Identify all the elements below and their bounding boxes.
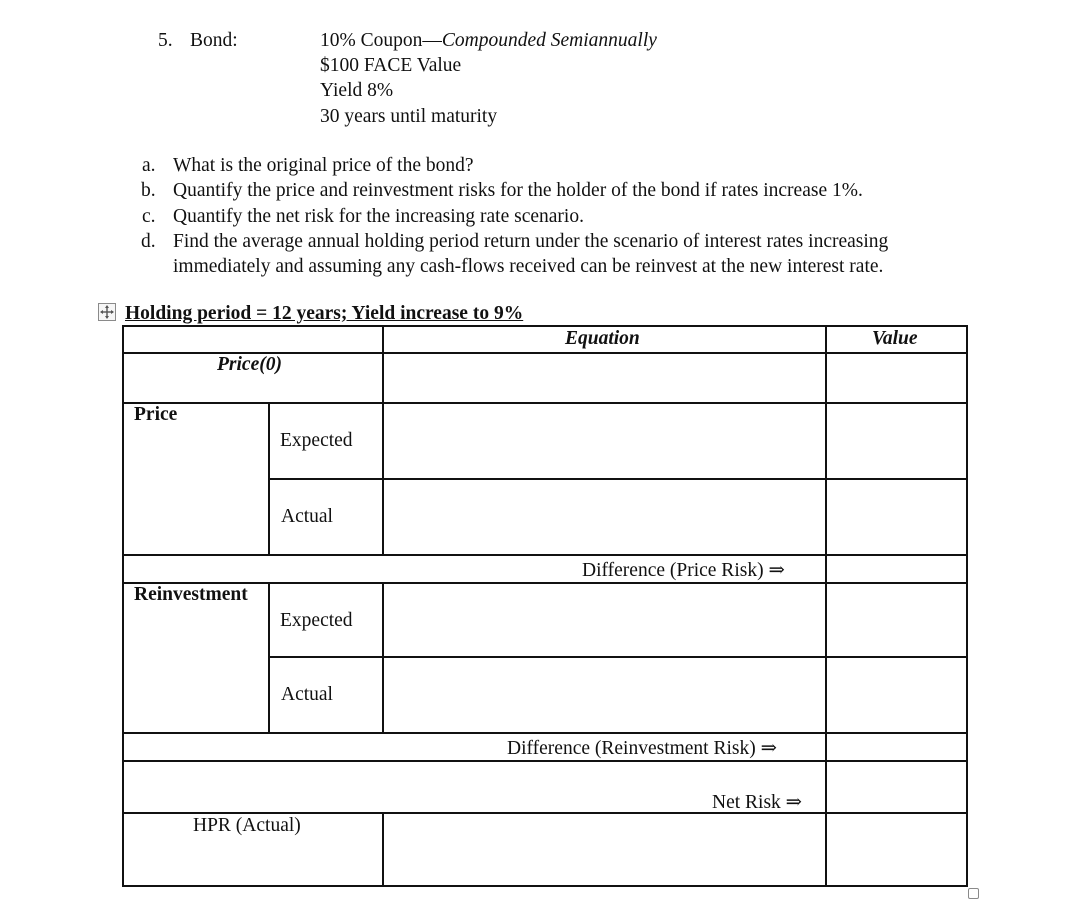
question-letter-d: d.: [141, 231, 156, 252]
problem-number: 5.: [158, 30, 173, 51]
question-b: Quantify the price and reinvestment risks for the holder of the bond if rates increase 1%.: [173, 180, 863, 201]
reinvestment-group-label: Reinvestment: [134, 584, 248, 605]
problem-label: Bond:: [190, 30, 238, 51]
price-group-label: Price: [134, 404, 178, 425]
question-d-continued: immediately and assuming any cash-flows received can be reinvest at the new interest rate.: [173, 256, 884, 277]
reinvestment-risk-difference: Difference (Reinvestment Risk) ⇒: [507, 738, 777, 759]
question-d: Find the average annual holding period return under the scenario of interest rates increasing: [173, 231, 889, 252]
coupon-compounding: Compounded Semiannually: [441, 30, 657, 51]
header-value: Value: [872, 328, 918, 349]
question-letter-c: c.: [142, 206, 156, 227]
price-expected-label: Expected: [280, 430, 353, 451]
yield: Yield 8%: [320, 80, 394, 101]
reinvestment-actual-label: Actual: [281, 684, 333, 705]
net-risk-label: Net Risk ⇒: [712, 792, 803, 813]
question-a: What is the original price of the bond?: [173, 155, 474, 176]
question-c: Quantify the net risk for the increasing rate scenario.: [173, 206, 584, 227]
question-letter-b: b.: [141, 180, 156, 201]
reinvestment-expected-label: Expected: [280, 610, 353, 631]
price0-label: Price(0): [217, 354, 282, 375]
price-actual-label: Actual: [281, 506, 333, 527]
coupon-prefix: 10% Coupon—: [320, 30, 442, 51]
header-equation: Equation: [565, 328, 640, 349]
table-caption: Holding period = 12 years; Yield increase to 9%: [125, 303, 524, 324]
price-risk-difference: Difference (Price Risk) ⇒: [582, 560, 785, 581]
question-letter-a: a.: [142, 155, 156, 176]
table-move-handle-icon[interactable]: [98, 303, 116, 321]
hpr-actual-label: HPR (Actual): [193, 815, 301, 836]
face-value: $100 FACE Value: [320, 55, 462, 76]
maturity: 30 years until maturity: [320, 106, 498, 127]
table-resize-handle-icon[interactable]: [968, 888, 979, 899]
coupon-line: [320, 30, 657, 52]
